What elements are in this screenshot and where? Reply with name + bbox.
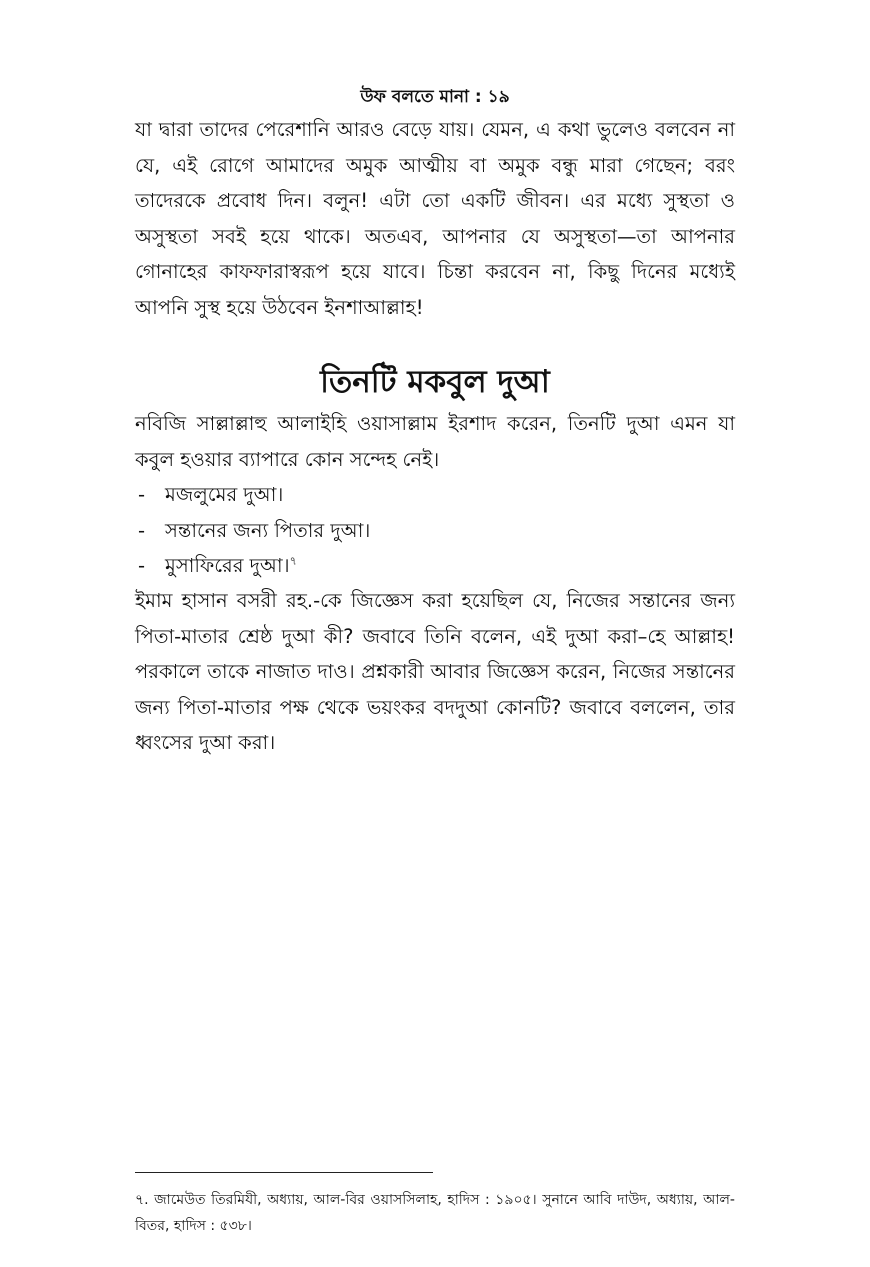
list-dash: -: [138, 483, 146, 506]
list-item-text: সন্তানের জন্য পিতার দুআ।: [165, 518, 371, 542]
list-item: [135, 513, 735, 549]
list-item-text: মজলুমের দুআ।: [165, 483, 284, 506]
intro-paragraph: যা দ্বারা তাদের পেরেশানি আরও বেড়ে যায়। যেমন, এ কথা ভুলেও বলবেন না যে, এই রোগে আমাদের অমুক আত্মীয় বা অমুক বন্ধু মারা গেছেন; বরং তাদেরকে প্রবোধ দিন। বলুন! এটা তো একটি জীবন। এর মধ্যে সুস্থতা ও অসুস্থতা সবই হয়ে থাকে। অতএব, আপনার যে অসুস্থতা—তা আপনার গোনাহের কাফফারাস্বরূপ হয়ে যাবে। চিন্তা করবেন না, কিছু দিনের মধ্যেই আপনি সুস্থ হয়ে উঠবেন ইনশাআল্লাহ!: [135, 118, 735, 319]
list-dash: -: [138, 518, 146, 542]
closing-paragraph: ইমাম হাসান বসরী রহ.-কে জিজ্ঞেস করা হয়েছিল যে, নিজের সন্তানের জন্য পিতা-মাতার শ্রেষ্ঠ দুআ কী? জবাবে তিনি বলেন, এই দুআ করা–হে আল্লাহ! পরকালে তাকে নাজাত দাও। প্রশ্নকারী আবার জিজ্ঞেস করেন, নিজের সন্তানের জন্য পিতা-মাতার পক্ষ থেকে ভয়ংকর বদদুআ কোনটি? জবাবে বললেন, তার ধ্বংসের দুআ করা।: [135, 589, 735, 754]
section-title: তিনটি মকবুল দুআ: [320, 364, 550, 400]
dua-list: [135, 477, 735, 584]
list-item: [135, 477, 735, 513]
footnote-text: ৭. জামেউত তিরমিযী, অধ্যায়, আল-বির ওয়াসসিলাহ, হাদিস : ১৯০৫। সুনানে আবি দাউদ, অধ্যায়, আল-বিতর, হাদিস : ৫৩৮।: [135, 1192, 735, 1234]
footnote-divider: [135, 1172, 433, 1173]
list-dash: -: [138, 554, 146, 577]
running-header: উফ বলতে মানা : ১৯: [360, 87, 510, 107]
list-item-text: মুসাফিরের দুআ।: [165, 554, 290, 577]
lead-paragraph: নবিজি সাল্লাল্লাহু আলাইহি ওয়াসাল্লাম ইরশাদ করেন, তিনটি দুআ এমন যা কবুল হওয়ার ব্যাপারে কোন সন্দেহ নেই।: [135, 412, 735, 471]
footnote-reference[interactable]: ৭: [289, 554, 297, 568]
list-item: [135, 548, 735, 584]
